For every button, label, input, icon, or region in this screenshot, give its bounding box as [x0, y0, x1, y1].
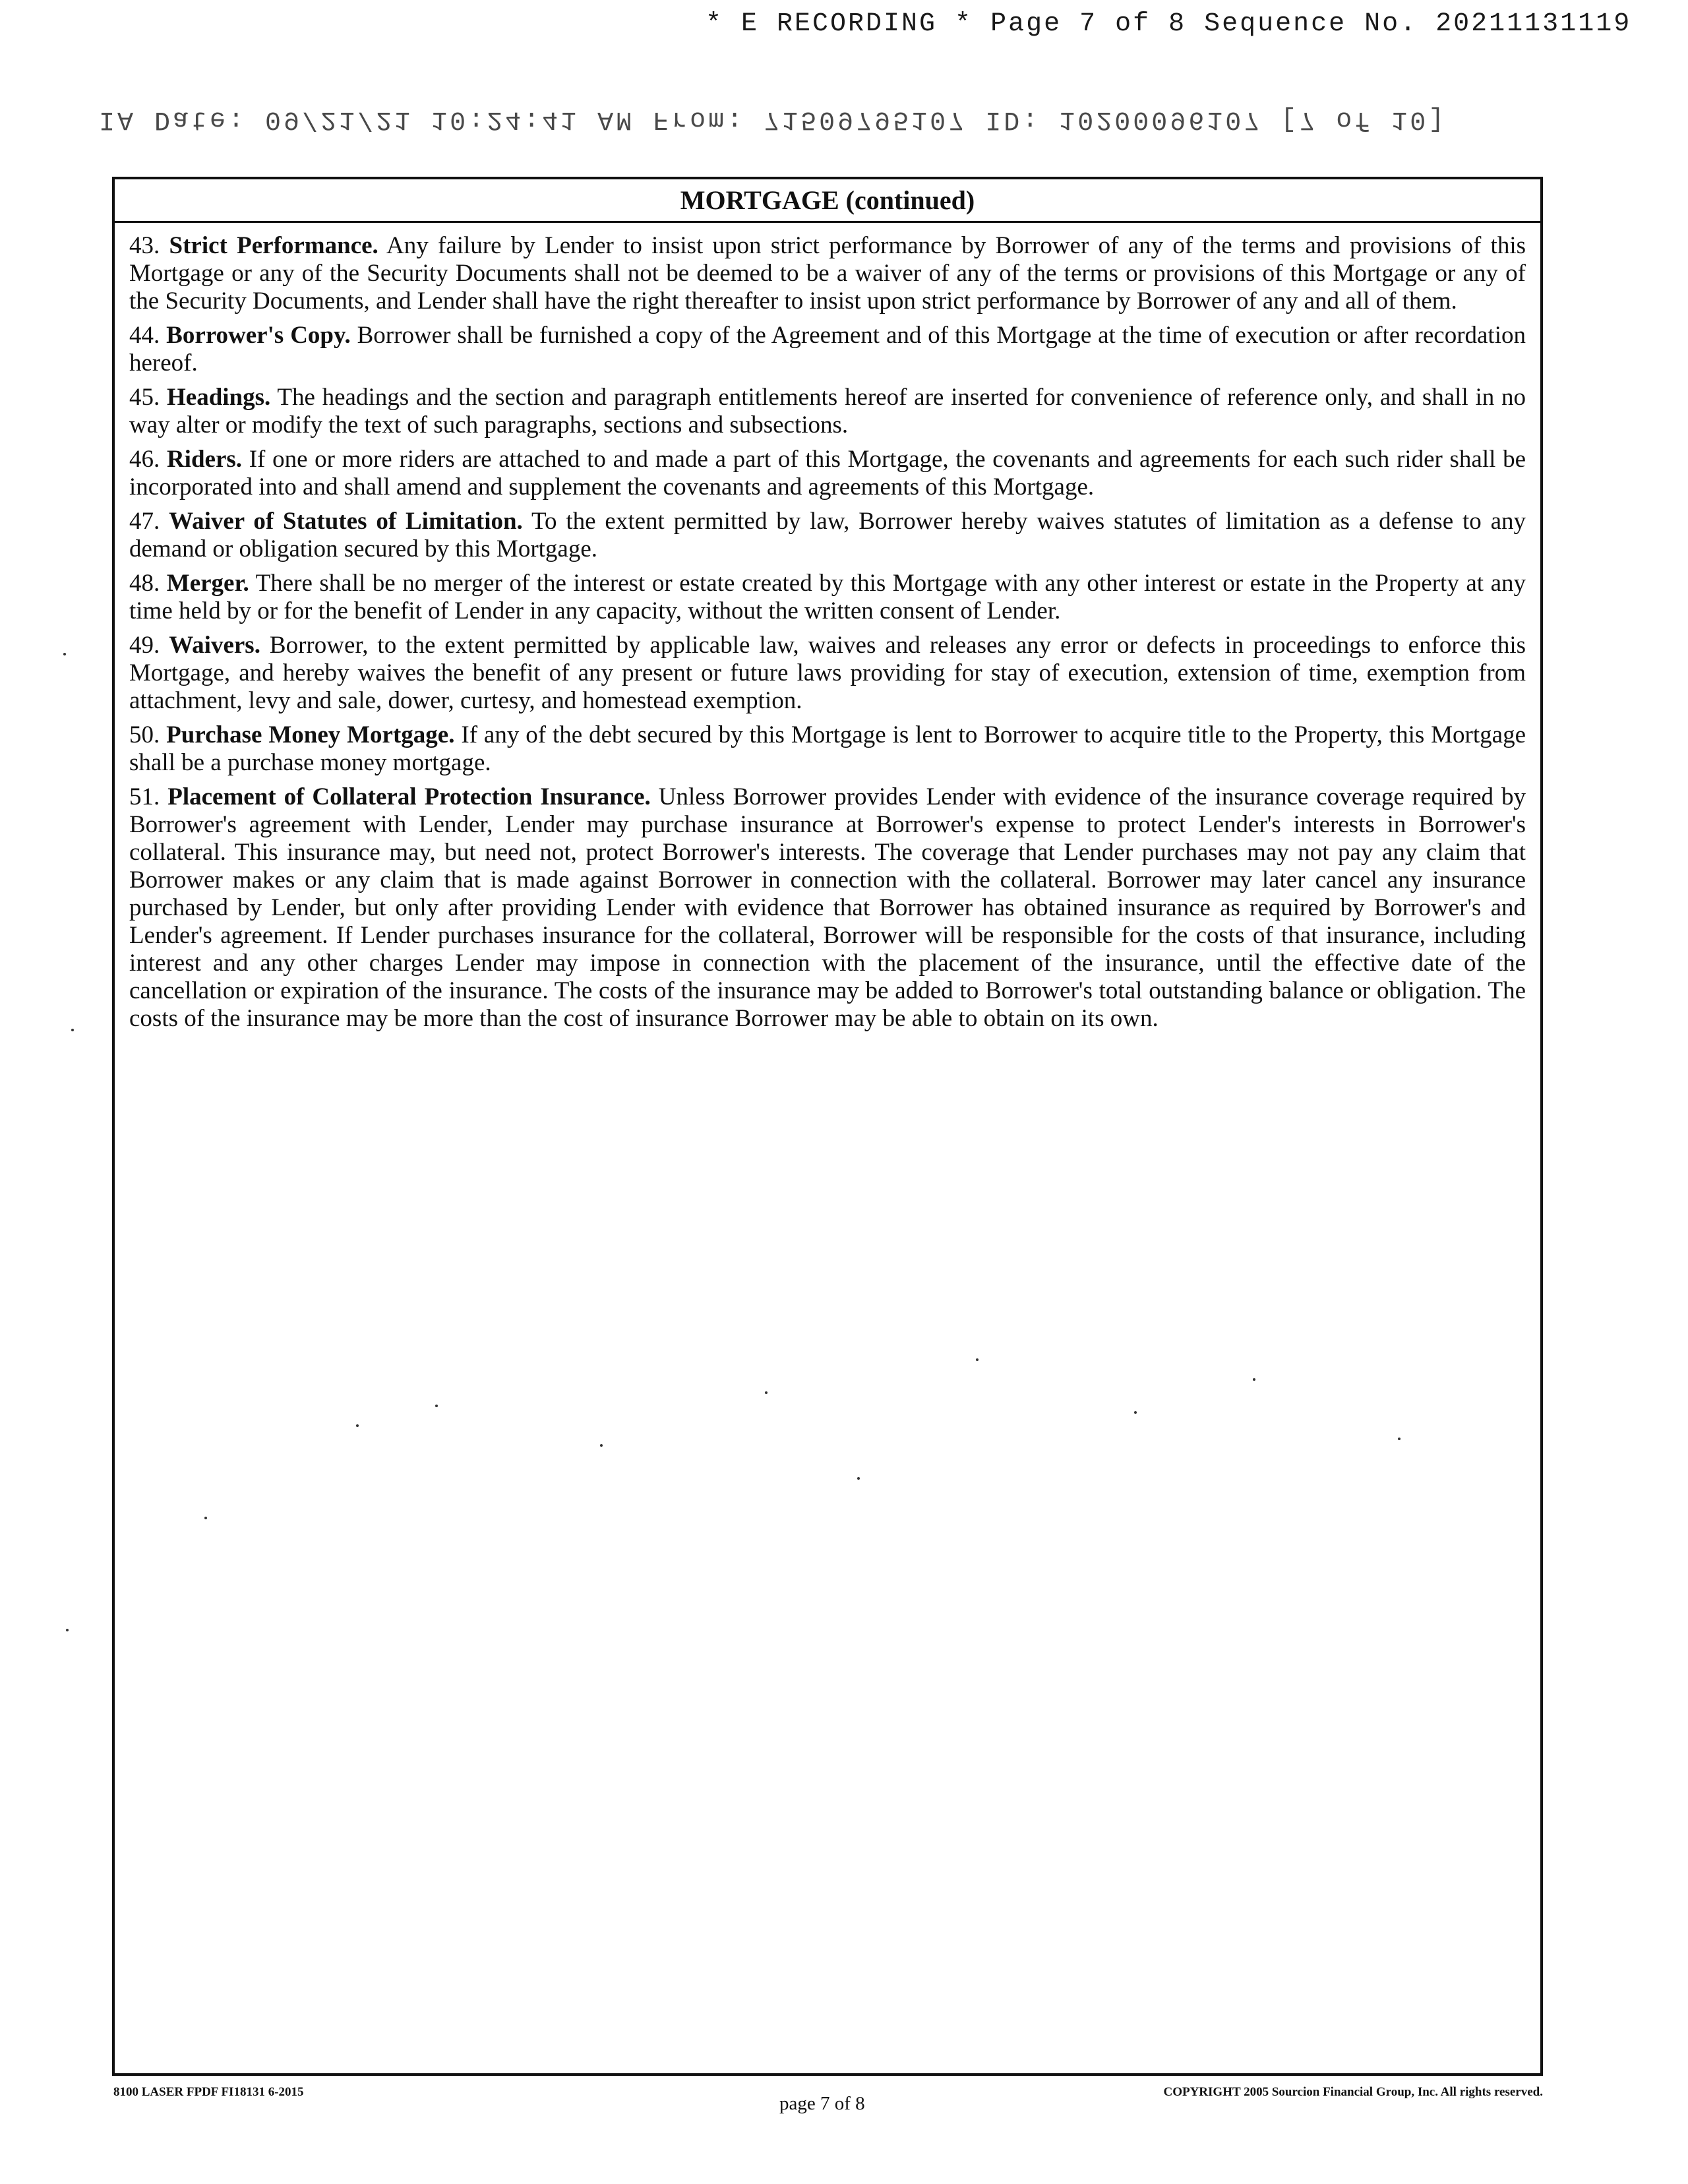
section-text: Borrower, to the extent permitted by applicable law, waives and releases any error or defects in proceedings to enforce this Mortgage, and hereby waives the benefit of any present or future laws providing for stay of execution, extension of time, exemption from attachment, levy and sale, dower, curtesy, and homestead exemption.	[129, 632, 1526, 714]
section-47	[129, 508, 1526, 563]
section-text: The headings and the section and paragraph entitlements hereof are inserted for convenience of reference only, and shall in no way alter or modify the text of such paragraphs, sections and subsections.	[129, 384, 1526, 439]
section-number: 44.	[129, 322, 160, 349]
section-heading: Merger.	[166, 570, 249, 597]
section-number: 46.	[129, 446, 160, 473]
fax-transmission-header: IA Date: 09/21/21 10:24:41 AM From: 71509795107 ID: 10200096107 [7 of 10]	[99, 104, 1447, 134]
section-text: To the extent permitted by law, Borrower hereby waives statutes of limitation as a defense to any demand or obligation secured by this Mortgage.	[129, 508, 1526, 562]
section-text: If any of the debt secured by this Mortgage is lent to Borrower to acquire title to the Property, this Mortgage shall be a purchase money mortgage.	[129, 721, 1526, 776]
copyright-notice: COPYRIGHT 2005 Sourcion Financial Group, Inc. All rights reserved.	[1163, 2085, 1543, 2099]
section-number: 43.	[129, 232, 160, 259]
sections-list	[115, 223, 1540, 1033]
section-heading: Headings.	[167, 384, 271, 411]
document-frame	[112, 177, 1543, 2076]
section-51	[129, 783, 1526, 1033]
section-text: There shall be no merger of the interest or estate created by this Mortgage with any other interest or estate in the Property at any time held by or for the benefit of Lender in any capacity, without the written consent of Lender.	[129, 570, 1526, 624]
section-number: 50.	[129, 721, 160, 748]
section-heading: Purchase Money Mortgage.	[166, 721, 455, 748]
section-46	[129, 446, 1526, 501]
section-heading: Borrower's Copy.	[166, 322, 351, 349]
form-identifier: 8100 LASER FPDF FI18131 6-2015	[113, 2085, 304, 2099]
section-number: 48.	[129, 570, 160, 597]
section-number: 45.	[129, 384, 160, 411]
section-text: Any failure by Lender to insist upon strict performance by Borrower of any of the terms and provisions of this Mortgage or any of the Security Documents shall not be deemed to be a waiver of any of the terms or provisions of this Mortgage or any of the Security Documents, and Lender shall have the right thereafter to insist upon strict performance by Borrower of any and all of them.	[129, 232, 1526, 315]
section-number: 49.	[129, 632, 160, 659]
document-title: MORTGAGE (continued)	[115, 179, 1540, 223]
section-text: Unless Borrower provides Lender with evidence of the insurance coverage required by Borrower's agreement with Lender, Lender may purchase insurance at Borrower's expense to protect Lender's interests in Borrower's collateral. This insurance may, but need not, protect Borrower's interests. The coverage that Lender purchases may not pay any claim that Borrower makes or any claim that is made against Borrower in connection with the collateral. Borrower may later cancel any insurance purchased by Lender, but only after providing Lender with evidence that Borrower has obtained insurance as required by Borrower's and Lender's agreement. If Lender purchases insurance for the collateral, Borrower will be responsible for the costs of that insurance, including interest and any other charges Lender may impose in connection with the placement of the insurance, until the effective date of the cancellation or expiration of the insurance. The costs of the insurance may be added to Borrower's total outstanding balance or obligation. The costs of the insurance may be more than the cost of insurance Borrower may be able to obtain on its own.	[129, 783, 1526, 1032]
section-50	[129, 721, 1526, 777]
section-43	[129, 232, 1526, 315]
recording-header: * E RECORDING * Page 7 of 8 Sequence No. 20211131119	[706, 9, 1632, 39]
page-number: page 7 of 8	[779, 2093, 865, 2114]
section-45	[129, 384, 1526, 439]
section-48	[129, 570, 1526, 625]
section-49	[129, 632, 1526, 715]
section-heading: Waivers.	[169, 632, 260, 659]
section-heading: Placement of Collateral Protection Insurance.	[167, 783, 651, 810]
section-text: If one or more riders are attached to and made a part of this Mortgage, the covenants and agreements for each such rider shall be incorporated into and shall amend and supplement the covenants and agreements of this Mortgage.	[129, 446, 1526, 501]
section-number: 47.	[129, 508, 160, 535]
section-number: 51.	[129, 783, 160, 810]
section-heading: Waiver of Statutes of Limitation.	[169, 508, 523, 535]
section-heading: Riders.	[166, 446, 243, 473]
section-44	[129, 322, 1526, 377]
section-text: Borrower shall be furnished a copy of the Agreement and of this Mortgage at the time of execution or after recordation hereof.	[129, 322, 1526, 377]
section-heading: Strict Performance.	[169, 232, 378, 259]
